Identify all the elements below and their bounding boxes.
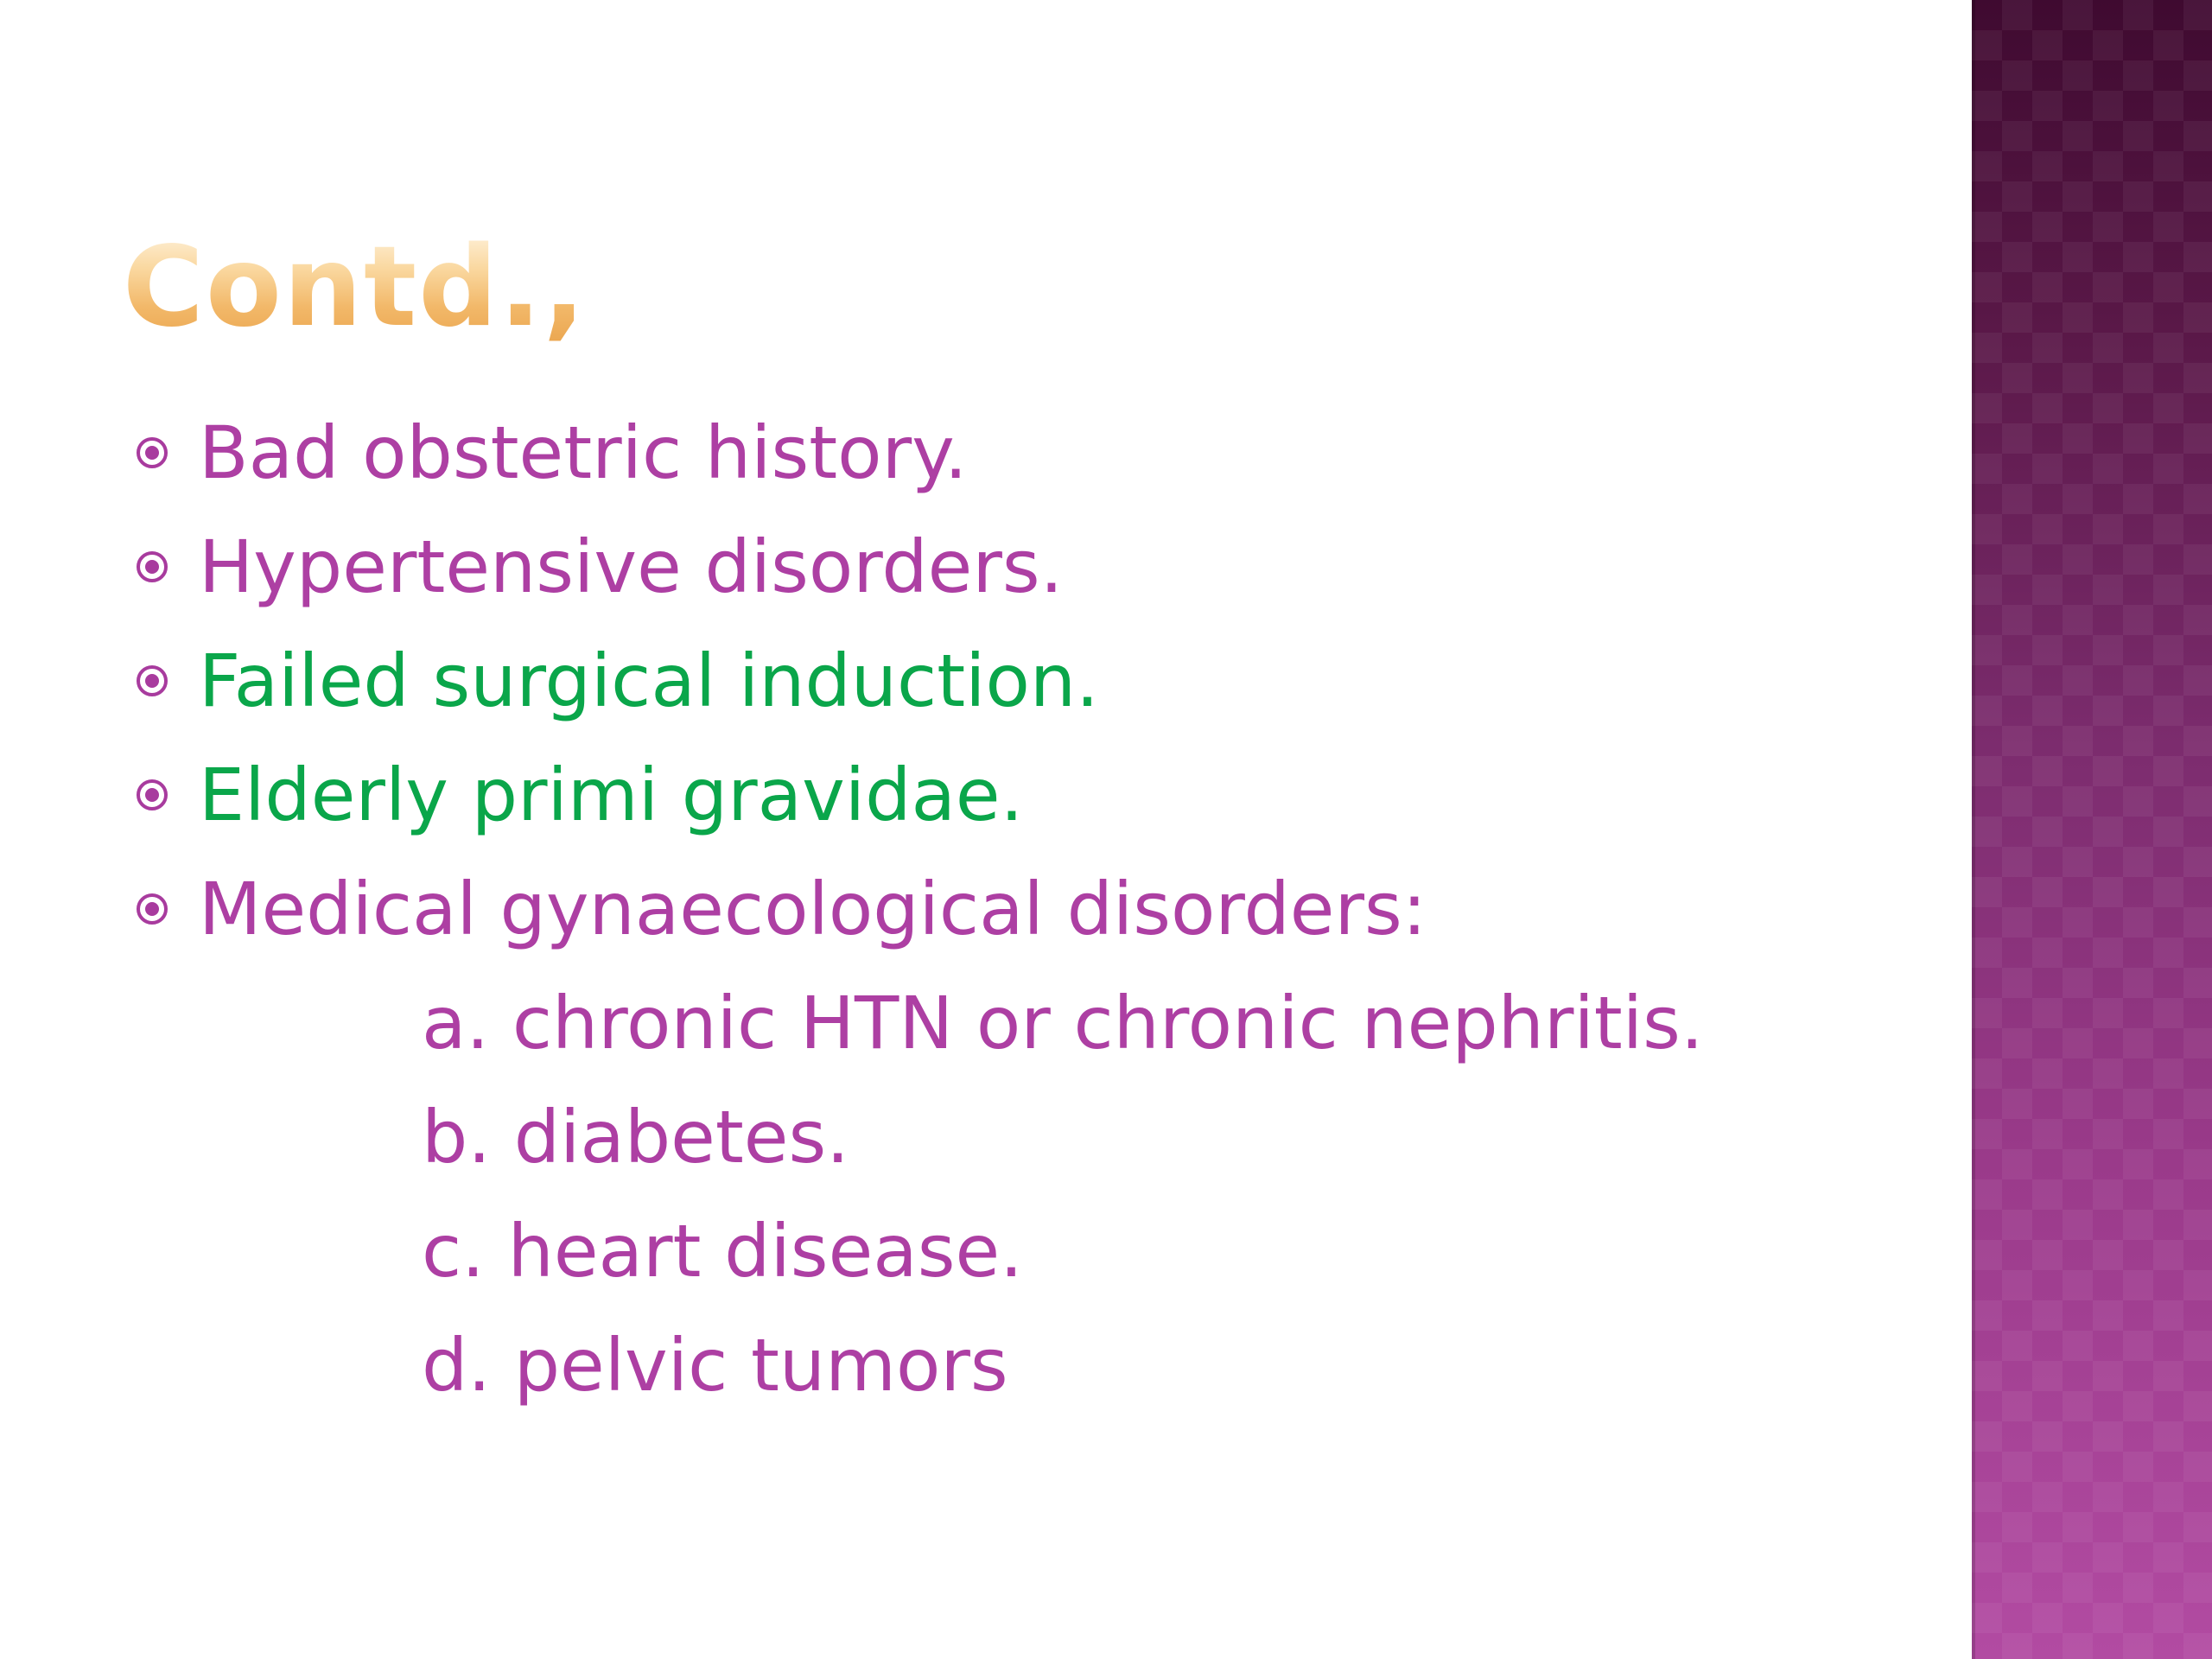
sub-item-text: b. diabetes. (422, 1095, 849, 1179)
slide-title: Contd., (123, 223, 588, 352)
diamond-pattern (1972, 0, 2212, 1659)
circled-dot-icon (135, 664, 169, 698)
bullet-text: Elderly primi gravidae. (199, 753, 1024, 837)
circled-dot-icon (135, 435, 169, 470)
side-band-edge (1972, 0, 1975, 1659)
list-item (135, 629, 1099, 733)
list-item (135, 401, 968, 505)
sub-list-item (422, 1085, 849, 1189)
list-item (135, 857, 1427, 961)
circled-dot-icon (135, 892, 169, 926)
sub-item-text: c. heart disease. (422, 1209, 1023, 1294)
list-item (135, 743, 1023, 847)
sub-item-text: d. pelvic tumors (422, 1323, 1008, 1408)
circled-dot-icon (135, 778, 169, 812)
sub-list-item (422, 1199, 1023, 1303)
list-item (135, 515, 1063, 619)
bullet-text: Medical gynaecological disorders: (199, 867, 1427, 951)
circled-dot-icon (135, 550, 169, 584)
decorative-side-band (1972, 0, 2212, 1659)
sub-list-item (422, 1313, 1008, 1417)
bullet-text: Failed surgical induction. (199, 639, 1099, 723)
bullet-text: Bad obstetric history. (199, 410, 968, 495)
bullet-text: Hypertensive disorders. (199, 524, 1064, 609)
sub-list-item (422, 971, 1704, 1075)
sub-item-text: a. chronic HTN or chronic nephritis. (422, 981, 1704, 1065)
